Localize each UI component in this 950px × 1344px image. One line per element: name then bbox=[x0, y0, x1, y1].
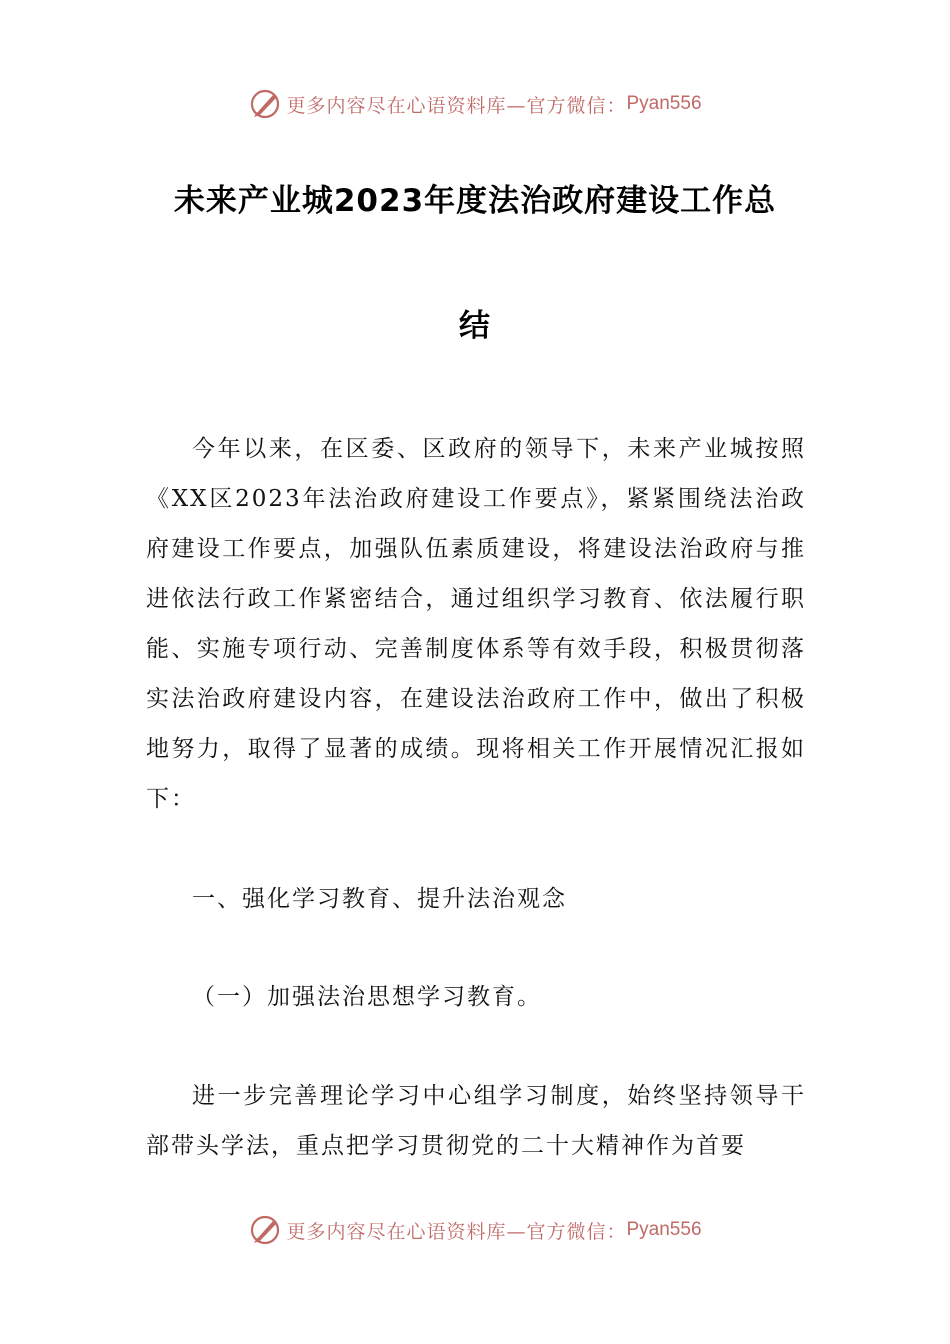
document-title-line-1: 未来产业城2023年度法治政府建设工作总 bbox=[173, 183, 777, 219]
footer-watermark bbox=[0, 1210, 950, 1250]
watermark-wechat-id: Pyan556 bbox=[626, 1219, 702, 1240]
header-watermark bbox=[0, 84, 950, 124]
section-heading-1: 一、强化学习教育、提升法治观念 bbox=[192, 886, 567, 912]
watermark-text: 更多内容尽在心语资料库—官方微信： bbox=[286, 94, 627, 117]
intro-paragraph: 今年以来，在区委、区政府的领导下，未来产业城按照《XX区2023年法治政府建设工作要点》，紧紧围绕法治政府建设工作要点，加强队伍素质建设，将建设法治政府与推进依法行政工作紧密结合，通过组织学习教育、依法履行职能、实施专项行动、完善制度体系等有效手段，积极贯彻落实法治政府建设内容，在建设法治政府工作中，做出了积极地努力，取得了显著的成绩。现将相关工作开展情况汇报如下： bbox=[146, 436, 806, 812]
subsection-heading-1: （一）加强法治思想学习教育。 bbox=[192, 984, 542, 1010]
watermark-text: 更多内容尽在心语资料库—官方微信： bbox=[286, 1220, 627, 1243]
document-title-line-2: 结 bbox=[459, 308, 491, 344]
pen-circle-icon bbox=[248, 87, 282, 121]
body-paragraph-2: 进一步完善理论学习中心组学习制度，始终坚持领导干部带头学法，重点把学习贯彻党的二十大精神作为首要 bbox=[146, 1083, 806, 1159]
pen-circle-icon bbox=[248, 1213, 282, 1247]
watermark-wechat-id: Pyan556 bbox=[626, 93, 702, 114]
